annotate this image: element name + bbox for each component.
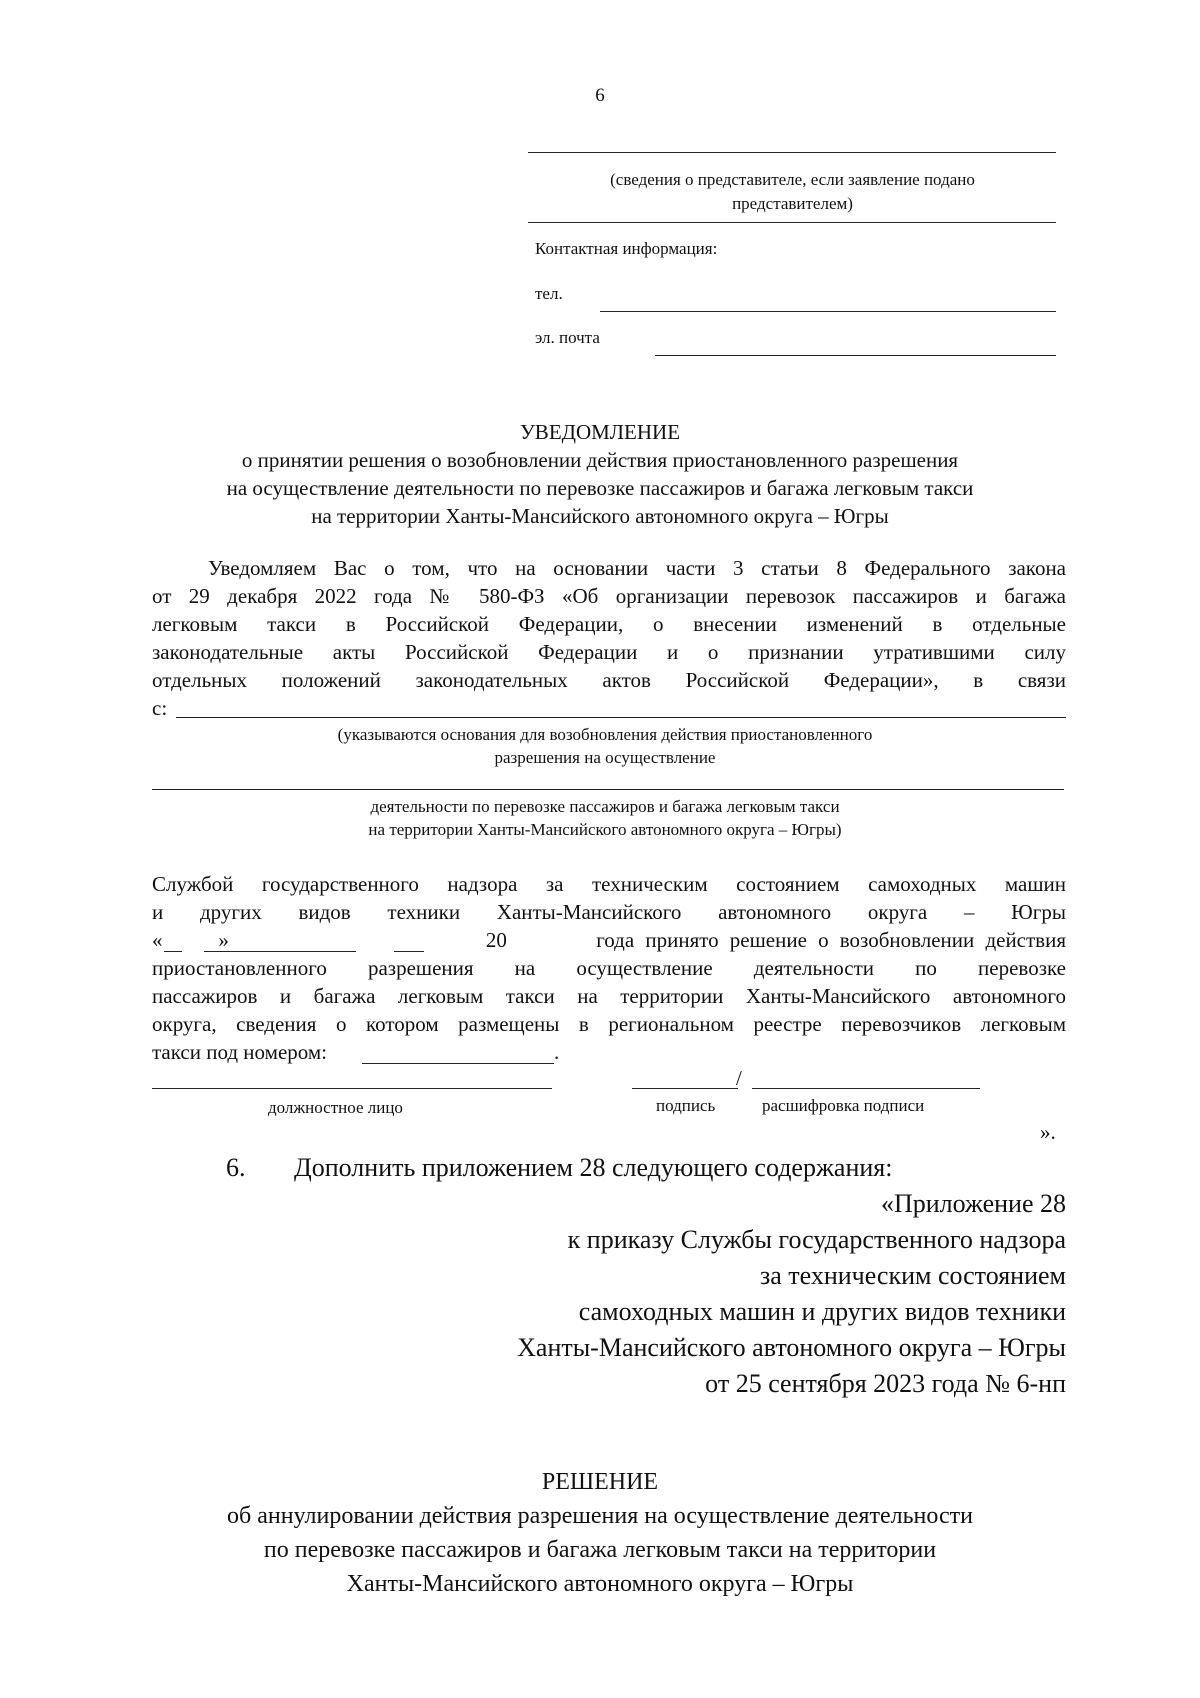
decision-paragraph-line: такси под номером: xyxy=(152,1040,333,1064)
notice-paragraph-line: законодательные акты Российской Федерации и о признании утратившими силу xyxy=(152,640,1066,664)
representative-caption: (сведения о представителе, если заявление подано представителем) xyxy=(610,170,975,213)
register-number-period: . xyxy=(554,1040,560,1064)
notice-paragraph-line: Уведомляем Вас о том, что на основании части 3 статьи 8 Федерального закона xyxy=(208,556,1066,580)
phone-label: тел. xyxy=(535,284,563,303)
representative-line xyxy=(528,152,1056,153)
sign-line xyxy=(632,1088,738,1089)
official-line xyxy=(152,1088,552,1089)
email-line xyxy=(655,355,1056,356)
email-label: эл. почта xyxy=(535,328,600,347)
appendix-header-line: к приказу Службы государственного надзора xyxy=(567,1225,1066,1254)
decision-paragraph-line: « » 20 года принято решение о возобновлении действия xyxy=(152,928,1066,952)
notice-subtitle-line: на осуществление деятельности по перевозке пассажиров и багажа легковым такси xyxy=(226,476,974,500)
decode-caption: расшифровка подписи xyxy=(762,1096,925,1115)
reason-caption-line: деятельности по перевозке пассажиров и багажа легковым такси xyxy=(370,797,840,816)
notice-paragraph-line: с: xyxy=(152,696,168,720)
signature-slash: / xyxy=(736,1066,742,1090)
amendment-text: Дополнить приложением 28 следующего содержания: xyxy=(294,1153,893,1182)
phone-line xyxy=(600,311,1056,312)
appendix-header-line: Ханты-Мансийского автономного округа – Югры xyxy=(517,1333,1066,1362)
reason-caption-line: на территории Ханты-Мансийского автономного округа – Югры) xyxy=(368,820,842,839)
reason-caption-line: (указываются основания для возобновления действия приостановленного xyxy=(337,725,873,744)
appendix-header-line: самоходных машин и других видов техники xyxy=(578,1297,1066,1326)
notice-paragraph-line: от 29 декабря 2022 года № 580-ФЗ «Об организации перевозок пассажиров и багажа xyxy=(152,584,1066,608)
closing-quote: ». xyxy=(1040,1120,1056,1144)
notice-paragraph-line: отдельных положений законодательных актов Российской Федерации», в связи xyxy=(152,668,1066,692)
decision-paragraph-line: Службой государственного надзора за техническим состоянием самоходных машин xyxy=(152,872,1066,896)
notice-title: УВЕДОМЛЕНИЕ xyxy=(519,420,681,444)
decision-paragraph-line: и других видов техники Ханты-Мансийского автономного округа – Югры xyxy=(152,900,1066,924)
sign-caption: подпись xyxy=(656,1096,716,1115)
month-blank xyxy=(204,951,356,952)
notice-paragraph-line: легковым такси в Российской Федерации, о внесении изменений в отдельные xyxy=(152,612,1066,636)
decision-subtitle-line: Ханты-Мансийского автономного округа – Югры xyxy=(346,1571,854,1597)
notice-subtitle-line: о принятии решения о возобновлении действия приостановленного разрешения xyxy=(241,448,959,472)
representative-bottom-line xyxy=(528,222,1056,223)
contacts-title: Контактная информация: xyxy=(535,239,718,258)
year-blank xyxy=(394,951,424,952)
decode-line xyxy=(752,1088,980,1089)
decision-paragraph-line: округа, сведения о котором размещены в региональном реестре перевозчиков легковым xyxy=(152,1012,1066,1036)
official-caption: должностное лицо xyxy=(268,1098,403,1117)
appendix-header-line: от 25 сентября 2023 года № 6-нп xyxy=(705,1369,1066,1398)
decision-paragraph-line: приостановленного разрешения на осуществление деятельности по перевозке xyxy=(152,956,1066,980)
appendix-header-line: за техническим состоянием xyxy=(759,1261,1066,1290)
decision-paragraph-line: пассажиров и багажа легковым такси на территории Ханты-Мансийского автономного xyxy=(152,984,1066,1008)
decision-subtitle-line: об аннулировании действия разрешения на осуществление деятельности xyxy=(227,1503,973,1529)
reason-line-2 xyxy=(152,789,1064,790)
amendment-number: 6. xyxy=(226,1153,246,1182)
reason-caption-line: разрешения на осуществление xyxy=(494,748,716,767)
decision-subtitle-line: по перевозке пассажиров и багажа легковым такси на территории xyxy=(263,1537,937,1563)
decision-title: РЕШЕНИЕ xyxy=(541,1469,659,1495)
page-number: 6 xyxy=(595,85,605,106)
notice-subtitle-line: на территории Ханты-Мансийского автономного округа – Югры xyxy=(311,504,889,528)
reason-line xyxy=(176,717,1066,718)
day-blank xyxy=(164,951,182,952)
register-number-blank xyxy=(362,1063,554,1064)
appendix-header-line: «Приложение 28 xyxy=(880,1189,1066,1218)
